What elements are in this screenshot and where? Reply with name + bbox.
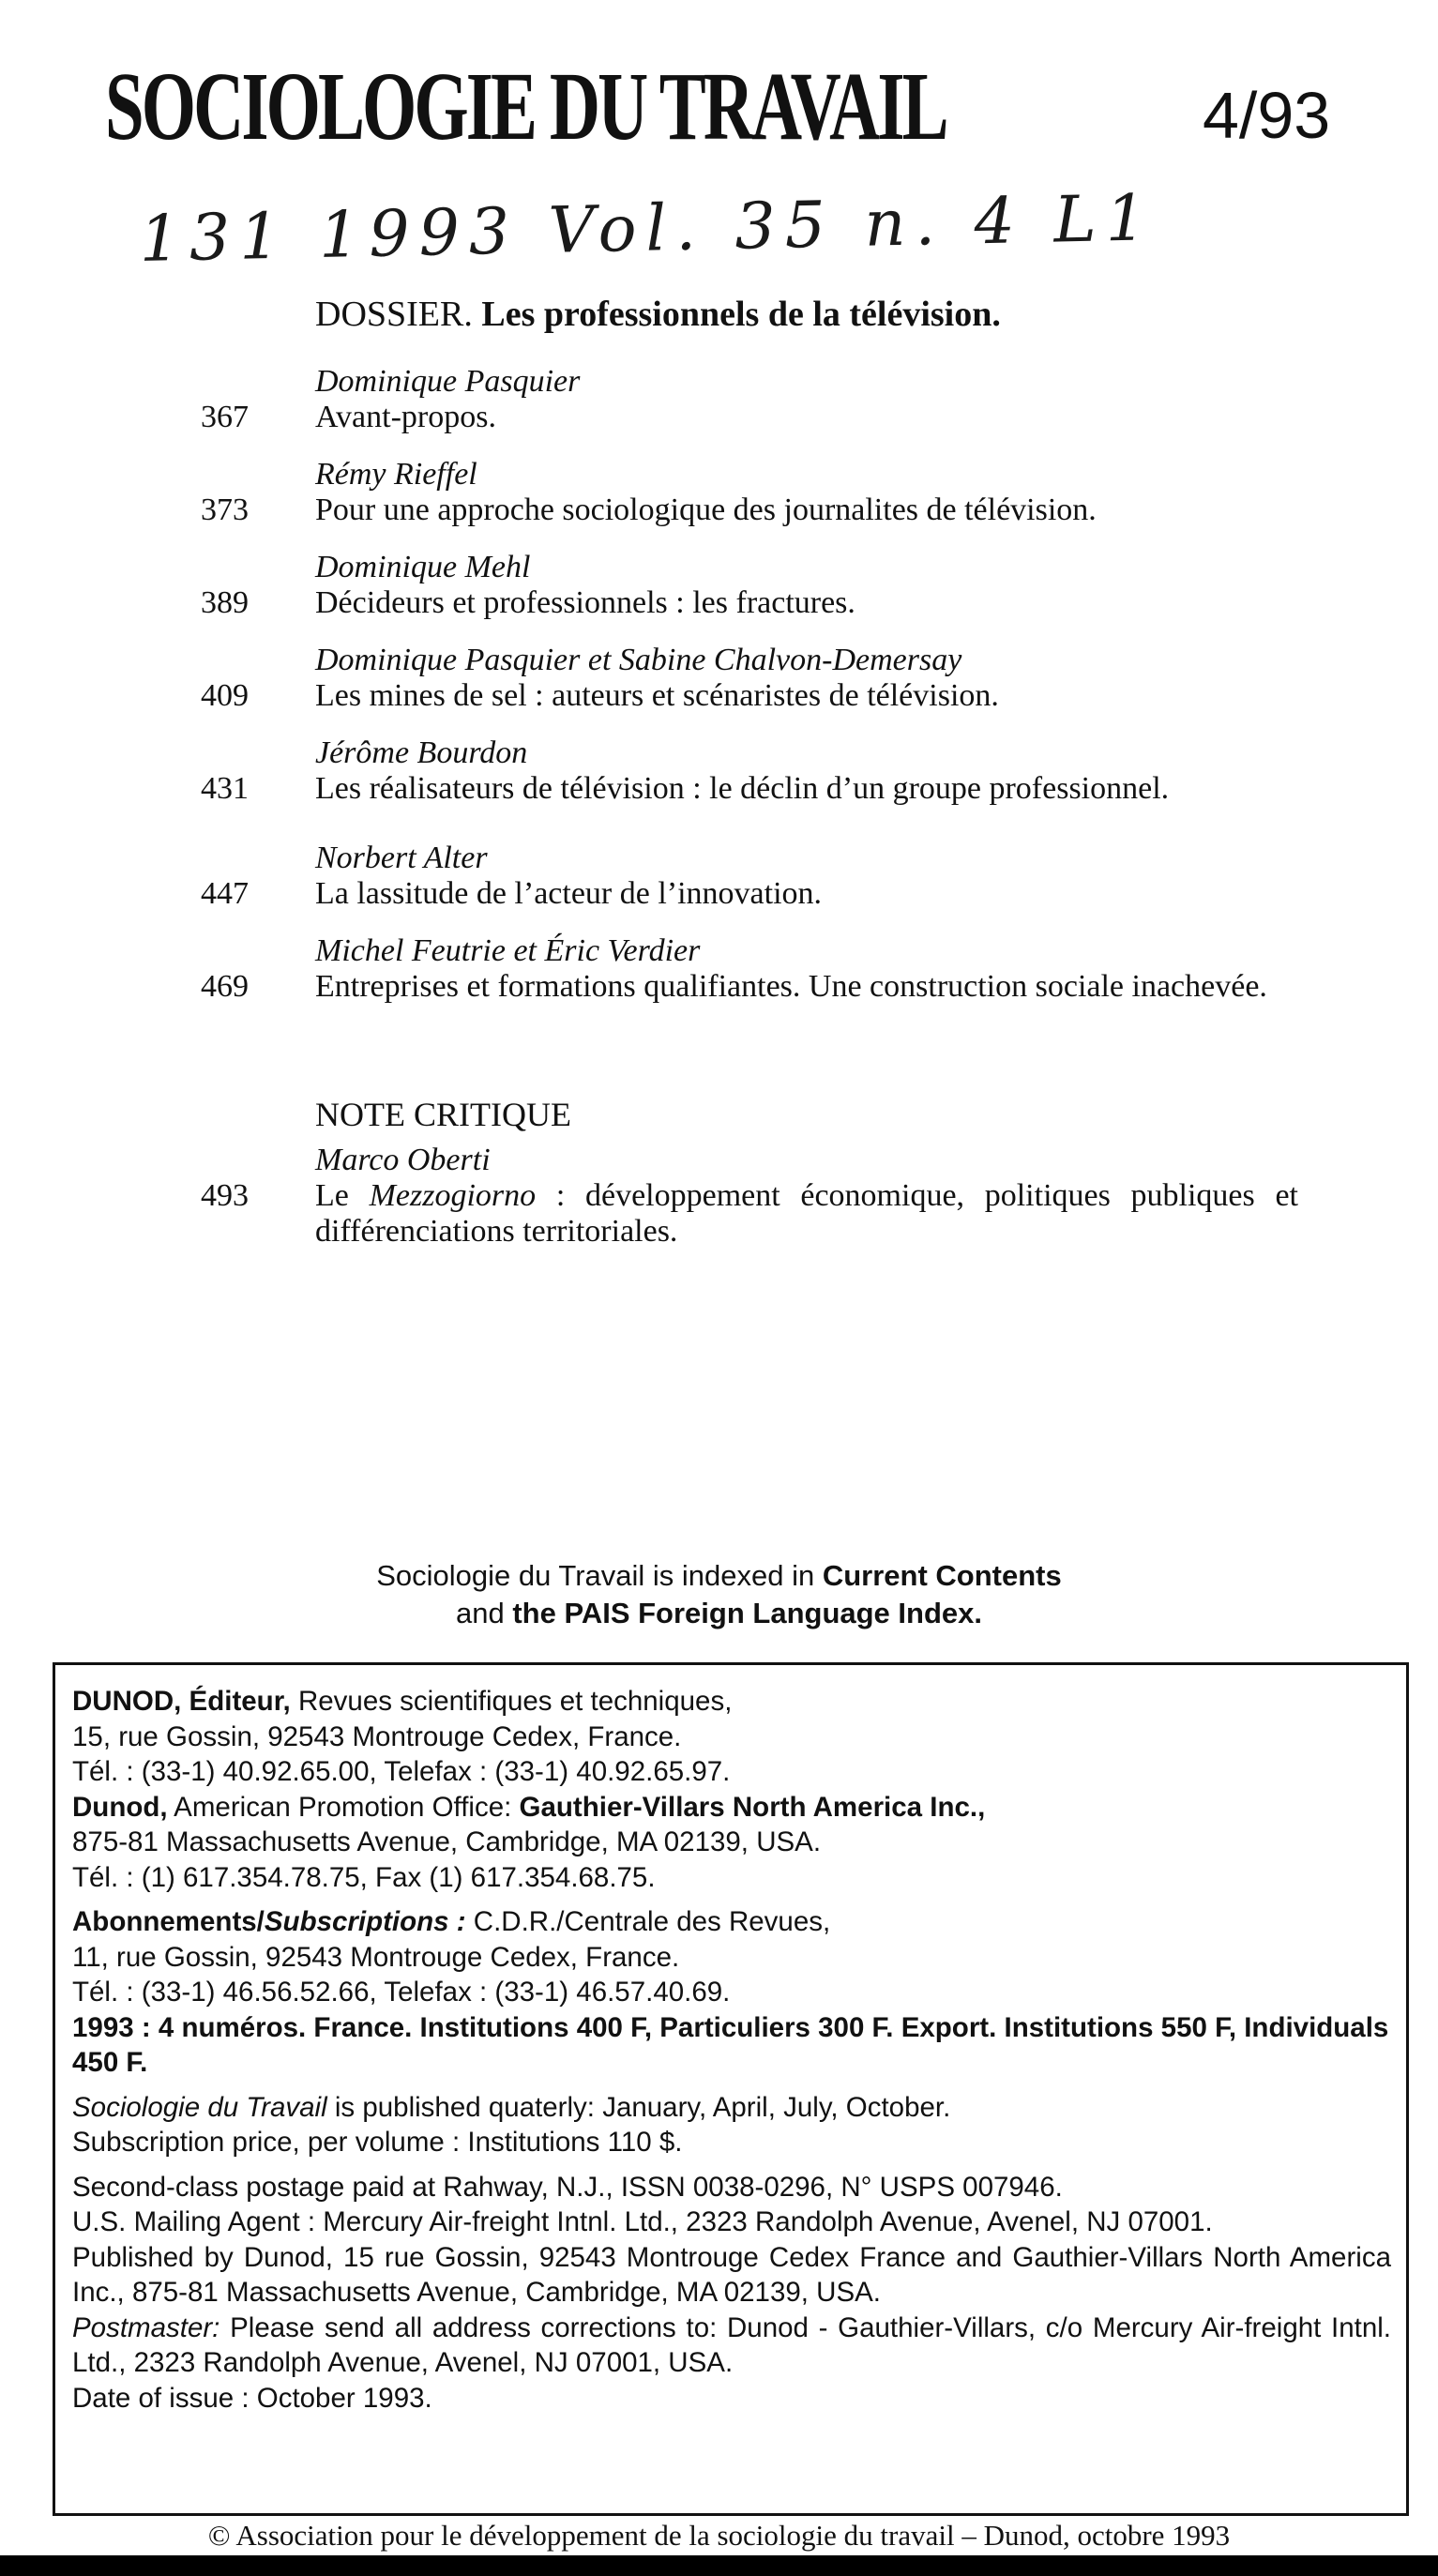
us-dunod: Dunod, (72, 1791, 168, 1823)
dunod-desc: Revues scientifiques et techniques, (297, 1686, 733, 1717)
entry-title: Pour une approche sociologique des journalites de télévision. (315, 492, 1097, 527)
entry-title-rest: : développement économique, politiques publiques et différenciations territoriales. (315, 1178, 1298, 1249)
abo-address: 11, rue Gossin, 92543 Montrouge Cedex, France. (72, 1941, 680, 1973)
publication-schedule (72, 2090, 1391, 2126)
abo-tel: Tél. : (33-1) 46.56.52.66, Telefax : (33-1) 46.57.40.69. (72, 1977, 731, 2008)
entry-page: 447 (201, 876, 249, 911)
entry-page: 493 (201, 1178, 249, 1213)
entry-author: Dominique Pasquier (315, 364, 581, 399)
postmaster-note (72, 2311, 1391, 2381)
entry-author: Dominique Mehl (315, 550, 531, 584)
us-tel: Tél. : (1) 617.354.78.75, Fax (1) 617.354.68.75. (72, 1861, 656, 1893)
dossier-label: DOSSIER. (315, 295, 473, 334)
entry-title: Les mines de sel : auteurs et scénaristes de télévision. (315, 678, 999, 713)
entry-title: Les réalisateurs de télévision : le déclin d’un groupe professionnel. (315, 771, 1170, 806)
indexing-text-1: Sociologie du Travail is indexed in (376, 1559, 815, 1592)
dossier-title: Les professionnels de la télévision. (481, 295, 1001, 334)
dossier-heading (315, 293, 1001, 336)
dunod-address: 15, rue Gossin, 92543 Montrouge Cedex, France. (72, 1720, 682, 1752)
abo-center: C.D.R./Centrale des Revues, (473, 1906, 831, 1937)
note-critique-heading: NOTE CRITIQUE (315, 1096, 571, 1133)
entry-author: Michel Feutrie et Éric Verdier (315, 933, 701, 968)
publisher-info-box (53, 1662, 1409, 2516)
journal-name-italic: Sociologie du Travail (72, 2091, 327, 2123)
date-of-issue: Date of issue : October 1993. (72, 2382, 432, 2414)
entry-author: Norbert Alter (315, 841, 488, 875)
us-company: Gauthier-Villars North America Inc., (519, 1791, 986, 1823)
indexing-text-2: and (455, 1597, 505, 1629)
us-address: 875-81 Massachusetts Avenue, Cambridge, MA 02139, USA. (72, 1826, 822, 1857)
dunod-tel: Tél. : (33-1) 40.92.65.00, Telefax : (33-1) 40.92.65.97. (72, 1756, 731, 1787)
entry-title: Décideurs et professionnels : les fractures. (315, 585, 855, 620)
entry-title-italic: Mezzogiorno (369, 1178, 537, 1213)
dunod-line (72, 1684, 1391, 1720)
entry-page: 431 (201, 771, 249, 806)
dunod-name: DUNOD, Éditeur, (72, 1686, 291, 1717)
us-office: American Promotion Office: (174, 1791, 512, 1823)
copyright-footer: © Association pour le développement de la sociologie du travail – Dunod, octobre 1993 (207, 2519, 1231, 2552)
postage-info: Second-class postage paid at Rahway, N.J., ISSN 0038-0296, N° USPS 007946. (72, 2171, 1063, 2203)
issue-number: 4/93 (1203, 79, 1331, 152)
postmaster-label: Postmaster: (72, 2311, 220, 2343)
entry-title: Entreprises et formations qualifiantes. Une construction sociale inachevée. (315, 969, 1267, 1004)
scan-edge-bar (0, 2555, 1438, 2576)
publisher-info-content (72, 1684, 1391, 2416)
entry-author: Marco Oberti (315, 1143, 491, 1177)
entry-author: Jérôme Bourdon (315, 735, 528, 770)
schedule-text: is published quaterly: January, April, July, October. (334, 2091, 951, 2123)
journal-title: SOCIOLOGIE DU TRAVAIL (105, 53, 946, 160)
indexing-bold-2: the PAIS Foreign Language Index. (512, 1597, 982, 1629)
subscriptions-line (72, 1904, 1391, 1940)
entry-page: 389 (201, 585, 249, 620)
entry-title: La lassitude de l’acteur de l’innovation. (315, 876, 823, 911)
entry-title-prefix: Le (315, 1178, 349, 1213)
postmaster-text: Please send all address corrections to: Dunod - Gauthier-Villars, c/o Mercury Air-freight Intnl. Ltd., 2323 Randolph Avenue, Avenel, NJ 07001, USA. (72, 2311, 1391, 2378)
entry-author: Dominique Pasquier et Sabine Chalvon-Demersay (315, 643, 962, 677)
abo-label: Abonnements/ (72, 1906, 265, 1937)
mailing-agent: U.S. Mailing Agent : Mercury Air-freight Intnl. Ltd., 2323 Randolph Avenue, Avenel, NJ 07001. (72, 2206, 1213, 2237)
published-by: Published by Dunod, 15 rue Gossin, 92543 Montrouge Cedex France and Gauthier-Villars North America Inc., 875-81 Massachusetts Avenue, Cambridge, MA 02139, USA. (72, 2241, 1391, 2308)
indexing-bold-1: Current Contents (822, 1559, 1062, 1592)
entry-title: Avant-propos. (315, 400, 496, 434)
handwritten-annotation: 131 1993 Vol. 35 n. 4 L1 (138, 181, 1157, 277)
entry-title (315, 1178, 1298, 1250)
us-office-line (72, 1790, 1391, 1826)
entry-page: 367 (201, 400, 249, 434)
entry-page: 469 (201, 969, 249, 1004)
indexing-notice (0, 1557, 1438, 1632)
indexing-line-2 (0, 1595, 1438, 1632)
entry-page: 373 (201, 492, 249, 527)
subscriptions-label: Subscriptions : (264, 1906, 466, 1937)
entry-author: Rémy Rieffel (315, 457, 477, 492)
prices: 1993 : 4 numéros. France. Institutions 400 F, Particuliers 300 F. Export. Institutions 550 F, Individuals 450 F. (72, 2011, 1389, 2078)
subscription-price: Subscription price, per volume : Institutions 110 $. (72, 2127, 683, 2158)
entry-page: 409 (201, 678, 249, 713)
indexing-line-1 (0, 1557, 1438, 1595)
